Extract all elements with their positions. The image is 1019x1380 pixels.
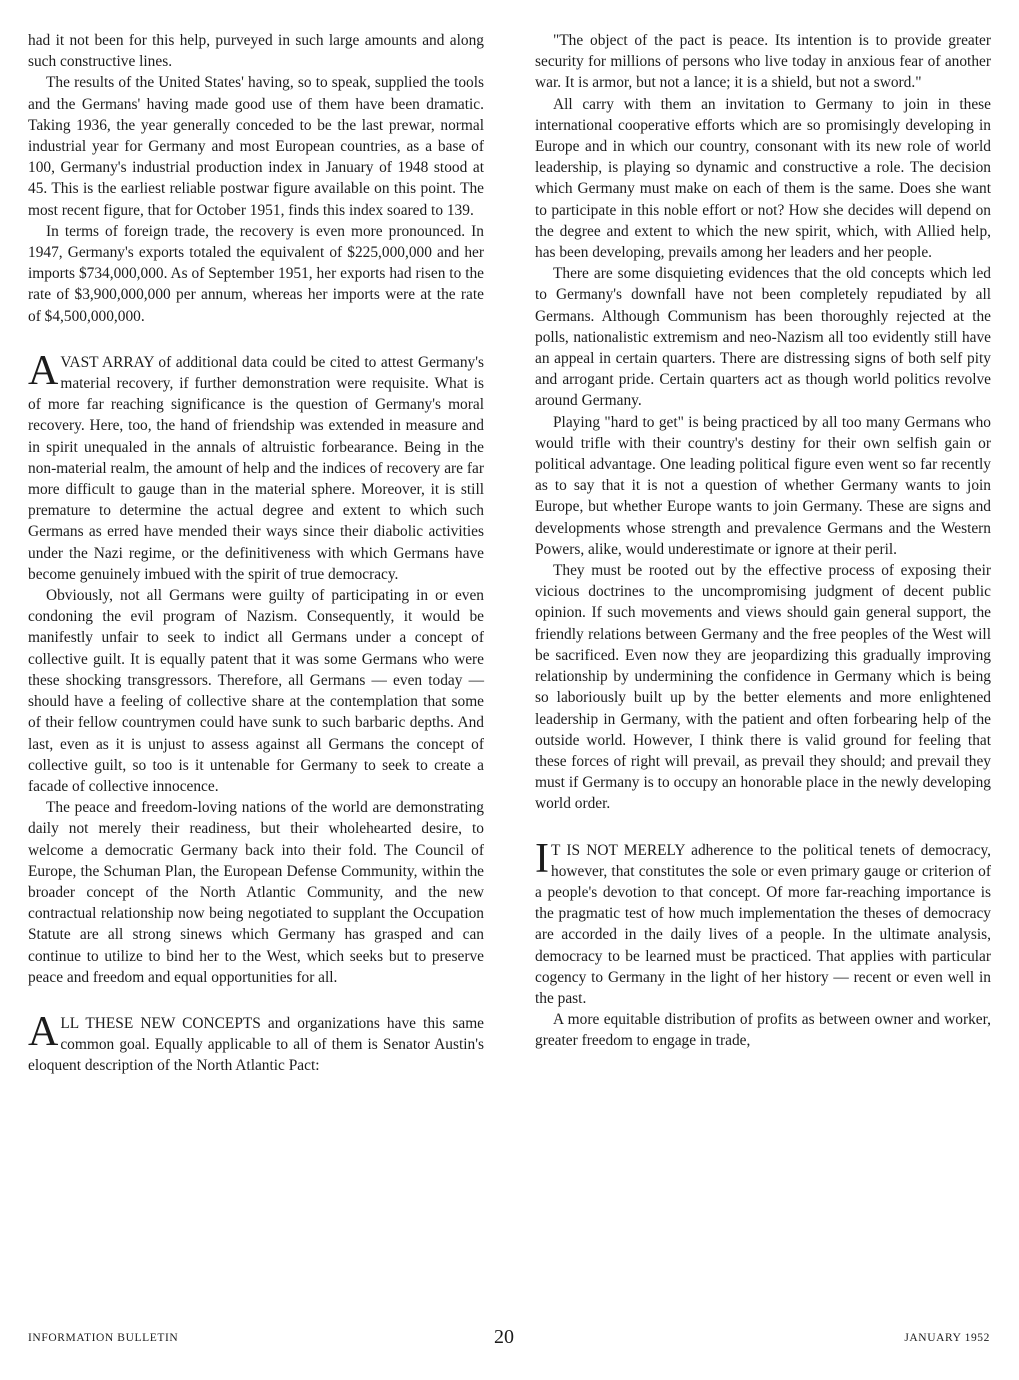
section-paragraph xyxy=(28,347,484,585)
paragraph: In terms of foreign trade, the recovery is even more pronounced. In 1947, Germany's exports totaled the equivalent of $225,000,000 and her imports $734,000,000. As of September 1951, her exports had risen to the rate of $3,900,000,000 per annum, whereas her imports were at the rate of $4,500,000,000. xyxy=(28,222,484,325)
page-number: 20 xyxy=(494,1326,514,1348)
drop-cap: A xyxy=(28,347,59,394)
publication-name: INFORMATION BULLETIN xyxy=(28,1332,179,1344)
paragraph: The peace and freedom-loving nations of the world are demonstrating daily not merely their readiness, but their wholehearted desire, to welcome a democratic Germany back into their fold. The Council of Europe, the Schuman Plan, the European Defense Community, within the broader concept of the North Atlantic Community, and the new contractual relationship now being negotiated to supplant the Occupation Statute are all strong sinews which Germany has grasped and can continue to utilize to bind her to the West, which seeks but to preserve peace and freedom and equal opportunities for all. xyxy=(28,799,484,986)
paragraph: They must be rooted out by the effective process of exposing their vicious doctrines to the uncompromising judgment of decent public opinion. If such movements and views should gain general support, the friendly relations between Germany and the free peoples of the West will be sacrificed. Even now they are jeopardizing this gradually improving relationship by undermining the confidence in Germany which is being so laboriously built up by the better elements and more enlightened leadership in Germany, with the patient and often forbearing help of the outside world. However, I think there is valid ground for feeling that these forces of right will prevail, as prevail they should; and prevail they must if Germany is to occupy an honorable place in the newly developing world order. xyxy=(535,562,991,813)
paragraph-text: T IS NOT MERELY adherence to the political tenets of democracy, however, that constitutes the sole or even primary gauge or criterion of a people's devotion to that concept. Of more far-reaching importance is the pragmatic test of how much implementation the theses of democracy are accorded in the daily lives of a people. In the ultimate analysis, democracy to be learned must be practiced. That applies with particular cogency to Germany in the light of her history — recent or even well in the past. xyxy=(535,841,991,1007)
paragraph: Obviously, not all Germans were guilty of participating in or even condoning the evil program of Nazism. Consequently, it would be manifestly unfair to seek to indict all Germans under a concept of collective guilt. It is equally patent that it was some Germans who were these shocking transgressors. Therefore, all Germans — even today — should have a feeling of collective share at the contemplation that some of their fellow countrymen could have sunk to such barbaric depths. And last, even as it is unjust to assess against all Germans the concept of collective guilt, so too is it untenable for Germany to seek to create a facade of collective innocence. xyxy=(28,587,484,795)
page-footer xyxy=(28,1326,990,1354)
right-column xyxy=(535,30,991,1052)
paragraph: All carry with them an invitation to Germany to join in these international cooperative efforts which are so promisingly developing in Europe and in which our country, consonant with its new role of world leadership, is playing so dynamic and constructive a role. The decision which Germany must make on each of them is the same. Does she want to participate in this noble effort or not? How she decides will depend on the degree and extent to which the new spirit, which, with Allied help, has been developing, prevails among her leaders and her people. xyxy=(535,95,991,262)
quote-paragraph: "The object of the pact is peace. Its intention is to provide greater security for millions of persons who live today in anxious fear of another war. It is armor, but not a lance; it is a shield, but not a sword." xyxy=(535,32,991,92)
section-paragraph xyxy=(28,1008,484,1077)
paragraph: A more equitable distribution of profits as between owner and worker, greater freedom to engage in trade, xyxy=(535,1011,991,1050)
drop-cap: I xyxy=(535,835,549,882)
section-paragraph xyxy=(535,835,991,1010)
paragraph: Playing "hard to get" is being practiced by all too many Germans who would trifle with their country's destiny for their own selfish gain or political advantage. One leading political figure even went so far recently as to say that it is not a question of whether Germany wants to join Europe, but whether Europe wants to join Germany. These are signs and developments whose strength and prevalence Germans and the Western Powers, alike, would underestimate or ignore at their peril. xyxy=(535,413,991,558)
drop-cap: A xyxy=(28,1008,59,1055)
paragraph: There are some disquieting evidences that the old concepts which led to Germany's downfall have not been completely repudiated by all Germans. Although Communism has been thoroughly rejected at the polls, nationalistic extremism and neo-Nazism all too evidently still have an appeal in certain quarters. There are distressing signs of both self pity and arrogant pride. Certain quarters act as though world politics revolve around Germany. xyxy=(535,265,991,410)
left-column xyxy=(28,30,484,1077)
paragraph-text: VAST ARRAY of additional data could be cited to attest Germany's material recovery, if further demonstration were requisite. What is of more far reaching significance is the question of Germany's moral recovery. Here, too, the hand of friendship was extended in measure and in spirit unequaled in the annals of altruistic forbearance. Being in the non-material realm, the amount of help and the indices of recovery are far more difficult to gauge than in the material sphere. Moreover, it is still premature to determine the actual degree and extent to which such Germans as erred have mended their ways since their diabolic activities under the Nazi regime, or the definitiveness with which Germans have become genuinely imbued with the spirit of true democracy. xyxy=(28,353,484,583)
issue-date: JANUARY 1952 xyxy=(904,1332,990,1344)
paragraph-text: LL THESE NEW CONCEPTS and organizations have this same common goal. Equally applicable to all of them is Senator Austin's eloquent description of the North Atlantic Pact: xyxy=(28,1014,484,1075)
paragraph: had it not been for this help, purveyed in such large amounts and along such constructive lines. xyxy=(28,32,484,71)
paragraph: The results of the United States' having, so to speak, supplied the tools and the Germans' having made good use of them have been dramatic. Taking 1936, the year generally conceded to be the last prewar, normal industrial year for Germany and most European countries, as a base of 100, Germany's industrial production index in January of 1948 stood at 45. This is the earliest reliable postwar figure available on this point. The most recent figure, that for October 1951, finds this index soared to 139. xyxy=(28,74,484,219)
